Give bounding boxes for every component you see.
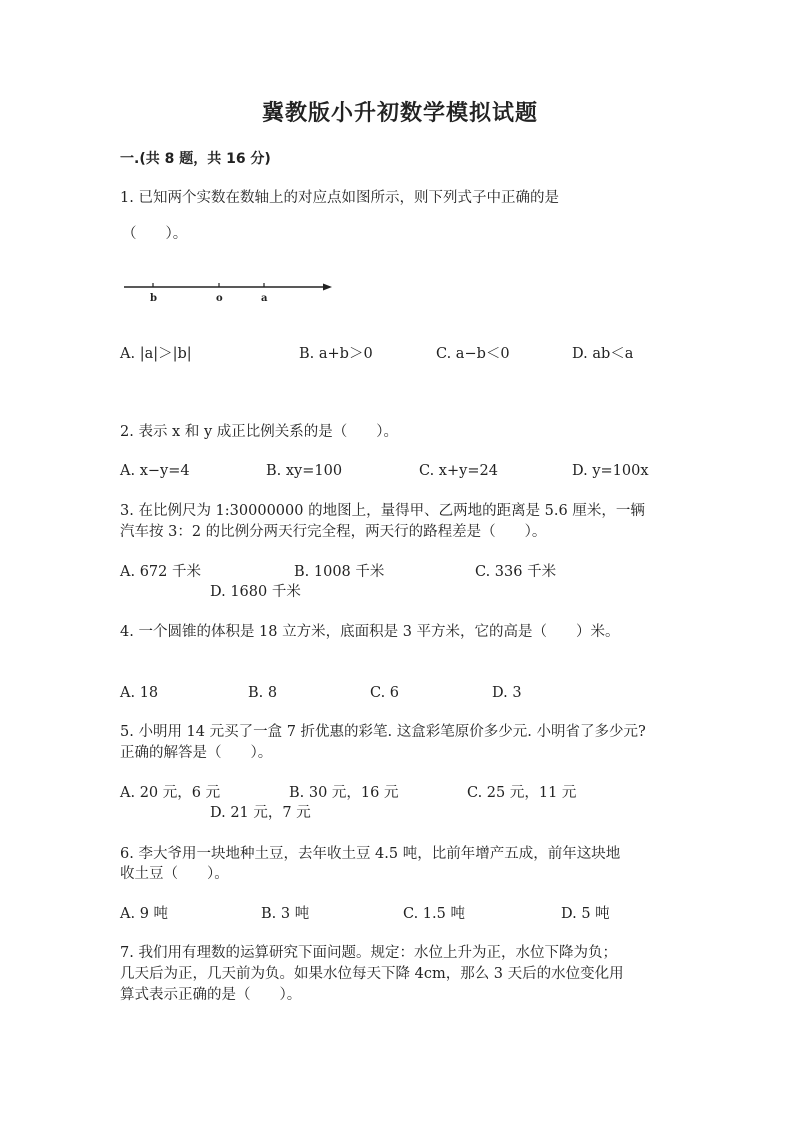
question-4-line-1: 4. 一个圆锥的体积是 18 立方米，底面积是 3 平方米，它的高是（ ）米。: [120, 624, 620, 640]
question-1-option-d: D. ab＜a: [572, 346, 634, 362]
question-7-line-2: 几天后为正，几天前为负。如果水位每天下降 4cm，那么 3 天后的水位变化用: [120, 966, 624, 982]
question-3-option-b: B. 1008 千米: [294, 564, 385, 580]
question-5-line-1: 5. 小明用 14 元买了一盒 7 折优惠的彩笔. 这盒彩笔原价多少元. 小明省了多少元?: [120, 724, 646, 740]
question-1-line-1: 1. 已知两个实数在数轴上的对应点如图所示，则下列式子中正确的是: [120, 190, 559, 206]
section-heading: 一.(共 8 题，共 16 分): [120, 151, 271, 167]
page-title: 冀教版小升初数学模拟试题: [261, 101, 538, 126]
question-2-line-1: 2. 表示 x 和 y 成正比例关系的是（ ）。: [120, 424, 398, 440]
question-1-option-a: A. |a|＞|b|: [120, 346, 192, 362]
axis-label-a: a: [261, 293, 268, 304]
axis-label-b: b: [150, 293, 157, 304]
question-2-option-c: C. x+y=24: [419, 463, 498, 479]
number-line-figure: [120, 276, 335, 306]
question-3-option-a: A. 672 千米: [120, 564, 201, 580]
question-1-option-c: C. a−b＜0: [436, 346, 510, 362]
question-3-line-1: 3. 在比例尺为 1:30000000 的地图上，量得甲、乙两地的距离是 5.6 厘米，一辆: [120, 503, 645, 519]
question-6-option-c: C. 1.5 吨: [403, 906, 465, 922]
number-line-arrow: [323, 284, 332, 291]
question-3-option-c: C. 336 千米: [475, 564, 557, 580]
question-1-option-b: B. a+b＞0: [299, 346, 373, 362]
question-4-option-a: A. 18: [120, 685, 159, 701]
question-2-option-b: B. xy=100: [266, 463, 343, 479]
question-4-option-d: D. 3: [492, 685, 522, 701]
question-3-option-d: D. 1680 千米: [210, 584, 301, 600]
question-5-option-c: C. 25 元，11 元: [467, 785, 577, 801]
question-5-line-2: 正确的解答是（ ）。: [120, 745, 273, 761]
question-2-option-a: A. x−y=4: [120, 463, 190, 479]
question-3-line-2: 汽车按 3：2 的比例分两天行完全程，两天行的路程差是（ ）。: [120, 524, 547, 540]
question-6-option-b: B. 3 吨: [261, 906, 310, 922]
question-6-line-1: 6. 李大爷用一块地种土豆，去年收土豆 4.5 吨，比前年增产五成，前年这块地: [120, 846, 621, 862]
question-6-line-2: 收土豆（ ）。: [120, 866, 229, 882]
question-4-option-c: C. 6: [370, 685, 400, 701]
question-5-option-d: D. 21 元，7 元: [210, 805, 311, 821]
question-6-option-a: A. 9 吨: [120, 906, 169, 922]
question-7-line-1: 7. 我们用有理数的运算研究下面问题。规定：水位上升为正，水位下降为负；: [120, 945, 617, 961]
question-5-option-a: A. 20 元，6 元: [120, 785, 221, 801]
question-5-option-b: B. 30 元，16 元: [289, 785, 399, 801]
question-2-option-d: D. y=100x: [572, 463, 649, 479]
question-7-line-3: 算式表示正确的是（ ）。: [120, 987, 302, 1003]
question-4-option-b: B. 8: [248, 685, 278, 701]
axis-label-o: o: [216, 293, 223, 304]
question-1-line-2: （ ）。: [122, 226, 188, 242]
question-6-option-d: D. 5 吨: [561, 906, 610, 922]
